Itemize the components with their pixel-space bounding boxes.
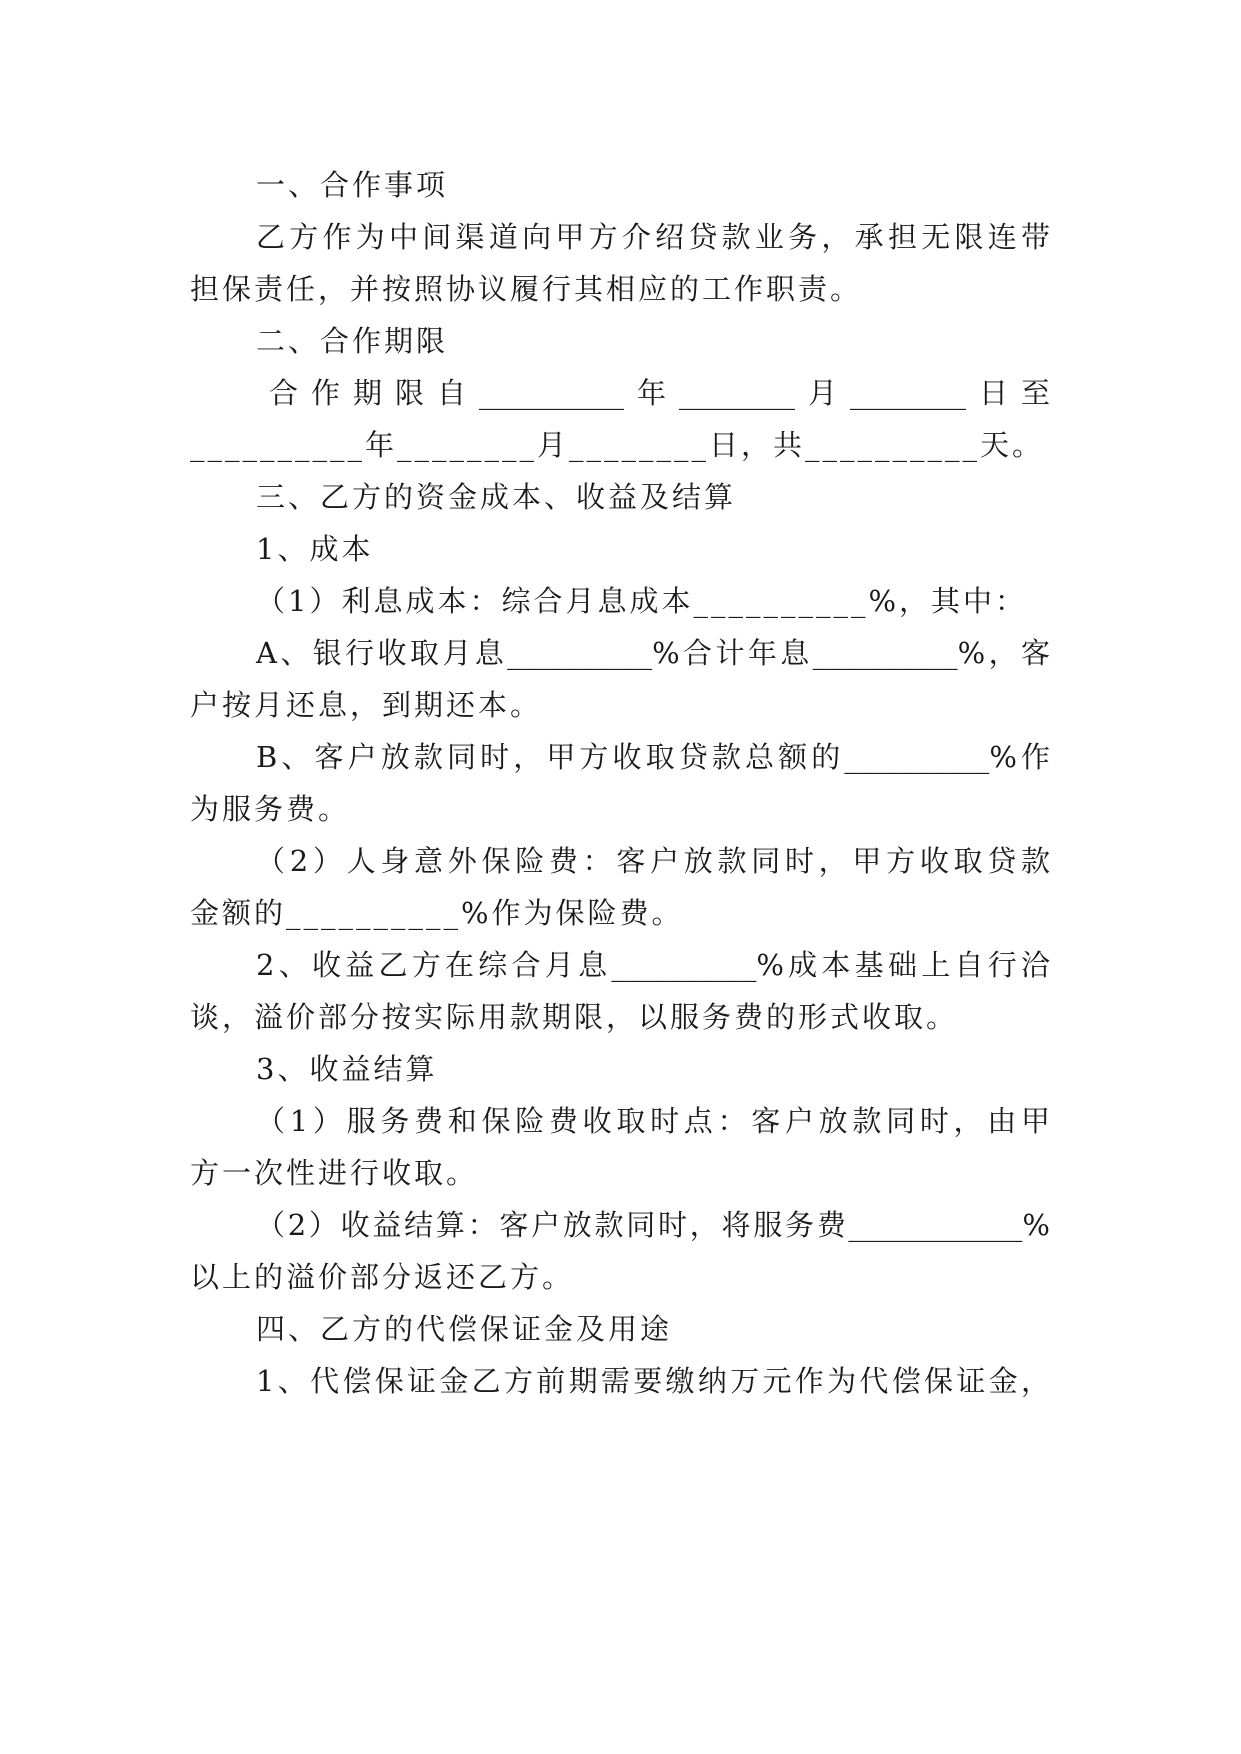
paragraph-line: 为服务费。 [190, 792, 351, 826]
paragraph-line: （2）人身意外保险费：客户放款同时，甲方收取贷款 [256, 844, 1050, 878]
paragraph-line: 合作期限自__________年________月________日至 [269, 376, 1050, 410]
subheading-cost: 1、成本 [256, 532, 374, 566]
paragraph-line: A、银行收取月息__________%合计年息__________%，客 [256, 636, 1050, 670]
paragraph-line: 谈，溢价部分按实际用款期限，以服务费的形式收取。 [190, 1000, 959, 1034]
paragraph-line: 担保责任，并按照协议履行其相应的工作职责。 [190, 272, 863, 306]
section-heading-cooperation-period: 二、合作期限 [256, 324, 449, 358]
section-heading-cooperation-matters: 一、合作事项 [256, 168, 449, 202]
paragraph-line: 1、代偿保证金乙方前期需要缴纳万元作为代偿保证金， [256, 1364, 1050, 1398]
paragraph-line: 以上的溢价部分返还乙方。 [190, 1260, 575, 1294]
paragraph-line: 方一次性进行收取。 [190, 1156, 479, 1190]
paragraph-line: （1）服务费和保险费收取时点：客户放款同时，由甲 [256, 1104, 1050, 1138]
paragraph-line: 2、收益乙方在综合月息__________%成本基础上自行洽 [256, 948, 1050, 982]
paragraph-line: __________年________月________日，共__________天。 [190, 428, 1045, 462]
paragraph-line: （1）利息成本：综合月息成本__________%，其中： [256, 584, 1028, 618]
paragraph-line: 乙方作为中间渠道向甲方介绍贷款业务，承担无限连带 [256, 220, 1050, 254]
paragraph-line: （2）收益结算：客户放款同时，将服务费____________% [256, 1208, 1050, 1242]
paragraph-line: 户按月还息，到期还本。 [190, 688, 543, 722]
section-heading-capital-cost: 三、乙方的资金成本、收益及结算 [256, 480, 737, 514]
subheading-income-settlement: 3、收益结算 [256, 1052, 438, 1086]
paragraph-line: 金额的__________%作为保险费。 [190, 896, 684, 930]
section-heading-guarantee-deposit: 四、乙方的代偿保证金及用途 [256, 1312, 673, 1346]
paragraph-line: B、客户放款同时，甲方收取贷款总额的__________%作 [256, 740, 1050, 774]
